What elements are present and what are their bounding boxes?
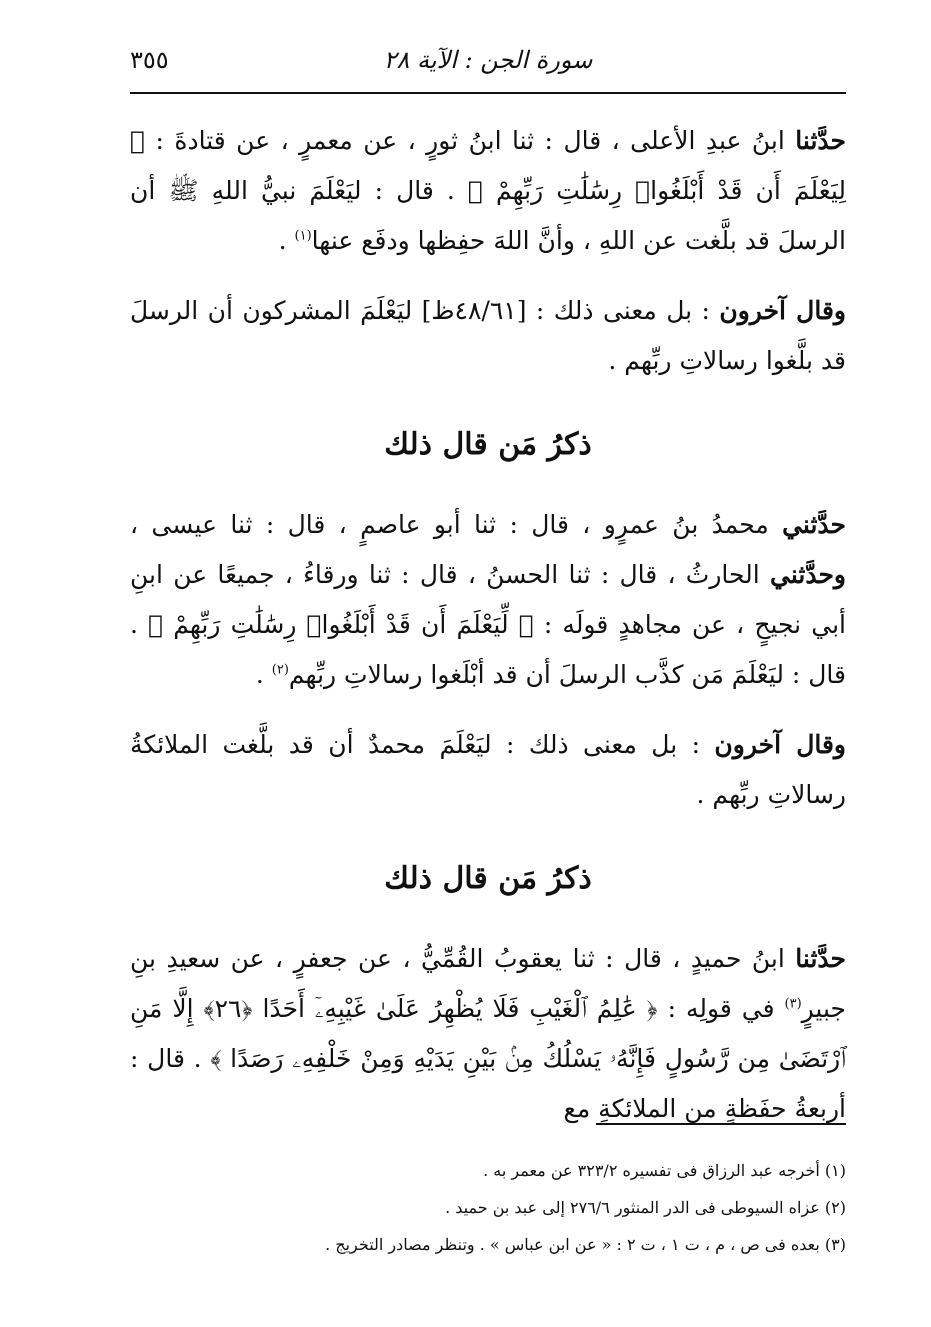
footnote-1: (١) أخرجه عبد الرزاق فى تفسيره ٣٢٣/٢ عن معمر به .: [483, 1161, 846, 1180]
footnote-marker: (١): [294, 228, 312, 244]
narration-lead: حدَّثني: [782, 510, 846, 539]
paragraph-text: الحارثُ ، قال : ثنا الحسنُ ، قال : ثنا ورقاءُ ، جميعًا عن ابنِ أبي نجيحٍ ، عن مجاهدٍ قولَه :: [130, 560, 846, 639]
quran-verse: ﴿ لِّيَعْلَمَ أَن قَدْ أَبْلَغُوا۟ رِسَٰلَٰتِ رَبِّهِمْ ﴾: [148, 610, 534, 639]
paragraph-text: في قولِه :: [657, 994, 785, 1023]
narration-lead: وقال آخرون: [719, 296, 846, 325]
page-header: [130, 40, 846, 90]
paragraph-text: : بل معنى ذلك : [٤٨/٦١ظ] ليَعْلَمَ المشركون أن الرسلَ قد بلَّغوا رسالاتِ ربِّهم .: [130, 296, 846, 375]
narration-lead: حدَّثنا: [795, 126, 846, 155]
paragraph-text: . قال : ليَعْلَمَ مَن كذَّب الرسلَ أن قد أبْلَغوا رسالاتِ ربِّهم: [130, 610, 846, 689]
footnote-marker: (٢): [271, 662, 289, 678]
running-title: سورة الجن : الآية ٢٨: [383, 46, 593, 74]
page-number: ٣٥٥: [130, 46, 169, 74]
main-text: [130, 116, 846, 1154]
paragraph-5: [130, 934, 846, 1134]
narration-lead: حدَّثنا: [795, 944, 846, 973]
paragraph-1: [130, 116, 846, 266]
paragraph-text: : بل معنى ذلك : ليَعْلَمَ محمدٌ أن قد بلَّغت الملائكةُ رسالاتِ ربِّهم .: [130, 730, 846, 809]
footnote-3: (٣) بعده فى ص ، م ، ت ١ ، ت ٢ : « عن ابن عباس » . وتنظر مصادر التخريج .: [325, 1235, 846, 1254]
footnote-2: (٢) عزاه السيوطى فى الدر المنثور ٢٧٦/٦ إلى عبد بن حميد .: [445, 1198, 846, 1217]
paragraph-4: [130, 720, 846, 820]
quran-verse: ﴿ لِيَعْلَمَ أَن قَدْ أَبْلَغُوا۟ رِسَٰلَٰتِ رَبِّهِمْ ﴾: [130, 126, 846, 205]
paragraph-end: .: [255, 660, 272, 689]
paragraph-text: ابنُ حميدٍ ، قال : ثنا يعقوبُ القُمِّيُّ ، عن جعفرٍ ، عن سعيدِ بنِ جبيرٍ: [130, 944, 846, 1023]
narration-lead-2: وحدَّثني: [770, 560, 846, 589]
paragraph-3: [130, 500, 846, 700]
quran-verse: ﴿ عَٰلِمُ ٱلْغَيْبِ فَلَا يُظْهِرُ عَلَىٰ غَيْبِهِۦٓ أَحَدًا ﴿٢٦﴾ إِلَّا مَنِ ٱرْتَضَىٰ مِن رَّسُولٍ فَإِنَّهُۥ يَسْلُكُ مِنۢ بَيْنِ يَدَيْهِ وَمِنْ خَلْفِهِۦ رَصَدًا ﴾: [130, 994, 846, 1073]
paragraph-text: . قال : ليَعْلَمَ نبيُّ اللهِ ﷺ أن الرسلَ قد بلَّغت عن اللهِ ، وأنَّ اللهَ حفِظها ودفَع عنها: [130, 176, 846, 255]
footnotes: [130, 1152, 846, 1263]
header-divider: [130, 92, 846, 94]
footnote-divider: [596, 1123, 846, 1125]
narration-lead: وقال آخرون: [714, 730, 846, 759]
paragraph-end: .: [278, 226, 295, 255]
footnote-marker: (٣): [784, 996, 802, 1012]
section-heading-2: ذكرُ مَن قال ذلك: [384, 861, 592, 896]
paragraph-2: [130, 286, 846, 386]
section-heading-1: ذكرُ مَن قال ذلك: [384, 427, 592, 462]
paragraph-text: . قال : أربعةُ حفَظةٍ من الملائكةِ مع: [130, 1044, 846, 1123]
paragraph-text: ابنُ عبدِ الأعلى ، قال : ثنا ابنُ ثورٍ ، عن معمرٍ ، عن قتادةَ :: [145, 126, 796, 155]
paragraph-text: محمدُ بنُ عمرٍو ، قال : ثنا أبو عاصمٍ ، قال : ثنا عيسى ،: [130, 510, 783, 539]
